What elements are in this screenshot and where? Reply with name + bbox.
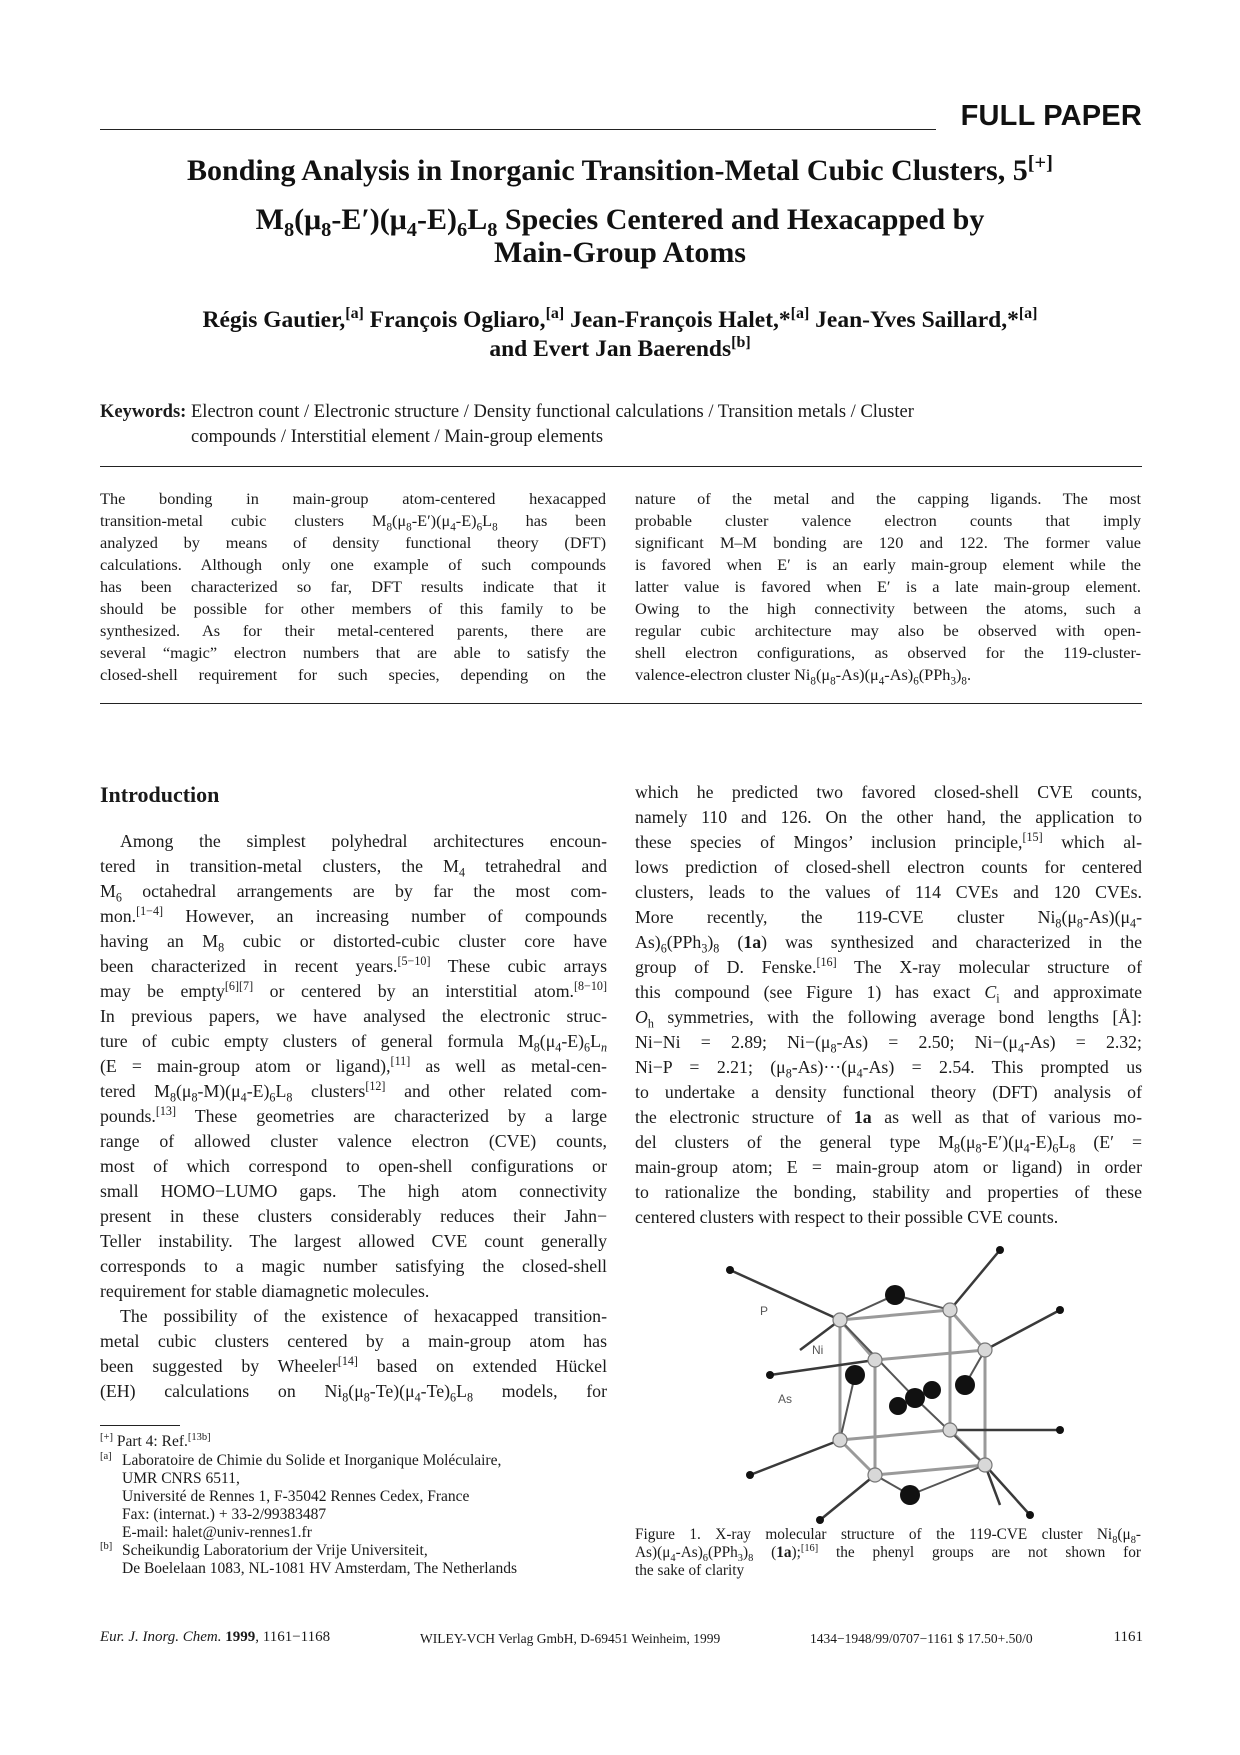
body-line: been suggested by Wheeler[14] based on extended Hückel: [100, 1354, 608, 1376]
body-line: namely 110 and 126. On the other hand, the application to: [635, 807, 1142, 827]
body-line: metal cubic clusters centered by a main-group atom has: [100, 1331, 607, 1351]
abstract-line: nature of the metal and the capping ligands. The most: [635, 489, 1141, 508]
abstract-line: closed-shell requirement for such species, depending on the: [100, 665, 606, 684]
footnote-email[interactable]: E-mail: halet@univ-rennes1.fr: [122, 1524, 312, 1541]
abstract-line: Owing to the high connectivity between the atoms, such a: [635, 599, 1141, 618]
abstract-line: analyzed by means of density functional theory (DFT): [100, 533, 606, 552]
body-line: this compound (see Figure 1) has exact $C_i$ and approximate: [635, 982, 1142, 1006]
abstract-top-rule: [100, 466, 1142, 467]
author-list: Régis Gautier,[a] François Ogliaro,[a] Jean-François Halet,*[a] Jean-Yves Saillard,*[a]: [202, 305, 1038, 333]
atom-label-as: As: [778, 1392, 793, 1406]
abstract-line: latter value is favored when E′ is a late main-group element.: [635, 577, 1141, 596]
body-line: the electronic structure of 1a as well as that of various mo-: [635, 1107, 1142, 1127]
body-line: main-group atom; E = main-group atom or ligand) in order: [635, 1157, 1142, 1177]
body-line: corresponds to a magic number satisfying the closed-shell: [100, 1256, 607, 1276]
body-line: More recently, the 119-CVE cluster $Ni_8(\mu_8-As)(\mu_4-$: [635, 907, 1142, 931]
footnote-line: Laboratoire de Chimie du Solide et Inorganique Moléculaire,: [122, 1452, 502, 1469]
body-line: (E = main-group atom or ligand),[11] as well as metal-cen-: [100, 1054, 607, 1076]
footnote-mark: [a]: [100, 1450, 112, 1462]
atom-label-ni: Ni: [812, 1343, 824, 1357]
body-line: pounds.[13] These geometries are characterized by a large: [100, 1104, 607, 1126]
abstract-line: synthesized. As for their metal-centered parents, there are: [100, 621, 606, 640]
abstract-line: calculations. Although only one example of such compounds: [100, 555, 606, 574]
body-line: $As)_6(PPh_3)_8$ (1a) was synthesized and characterized in the: [635, 932, 1142, 956]
molecular-structure-figure: [700, 1240, 1120, 1525]
article-title-line-3: Main-Group Atoms: [494, 236, 746, 269]
body-line: clusters, leads to the values of 114 CVEs and 120 CVEs.: [635, 882, 1142, 902]
body-line: $O_h$ symmetries, with the following average bond lengths [Å]:: [635, 1007, 1142, 1031]
footnote: [+] Part 4: Ref.[13b]: [100, 1431, 211, 1450]
footnote-line: Université de Rennes 1, F-35042 Rennes Cedex, France: [122, 1488, 470, 1505]
abstract-line: valence-electron cluster $Ni_8(\mu_8-As)(\mu_4-As)_6(PPh_3)_8$.: [635, 665, 972, 688]
abstract-line: regular cubic architecture may also be observed with open-: [635, 621, 1141, 640]
footnote-rule: [100, 1425, 180, 1426]
keywords-line: Electron count / Electronic structure / Density functional calculations / Transition metals / Cluster: [191, 402, 914, 422]
header-rule: [100, 129, 936, 130]
body-line: most of which correspond to open-shell configurations or: [100, 1156, 607, 1176]
footnote-line: Scheikundig Laboratorium der Vrije Universiteit,: [122, 1542, 428, 1559]
abstract-line: should be possible for other members of this family to be: [100, 599, 606, 618]
footer-citation: Eur. J. Inorg. Chem. 1999, 1161−1168: [100, 1629, 331, 1645]
footnote-mark: [b]: [100, 1540, 113, 1552]
body-line: been characterized in recent years.[5−10] These cubic arrays: [100, 954, 607, 976]
body-line: small HOMO−LUMO gaps. The high atom connectivity: [100, 1181, 607, 1201]
body-line: tered in transition-metal clusters, the $M_4$ tetrahedral and: [100, 856, 607, 880]
footer-publisher: WILEY-VCH Verlag GmbH, D-69451 Weinheim, 1999: [420, 1631, 721, 1646]
article-title-line-2: $M_8(\mu_8-E')(\mu_4-E)_6L_8$ Species Centered and Hexacapped by: [255, 203, 985, 241]
body-line: lows prediction of closed-shell electron counts for centered: [635, 857, 1142, 877]
article-title-line-1: Bonding Analysis in Inorganic Transition-Metal Cubic Clusters, 5[+]: [187, 152, 1053, 187]
abstract-line: transition-metal cubic clusters $M_8(\mu_8-E')(\mu_4-E)_6L_8$ has been: [100, 511, 606, 534]
caption-line: the sake of clarity: [635, 1562, 745, 1579]
author-list-last: and Evert Jan Baerends[b]: [489, 334, 751, 362]
body-line: to undertake a density functional theory (DFT) analysis of: [635, 1082, 1142, 1102]
body-line: ture of cubic empty clusters of general formula $M_8(\mu_4-E)_6L_n$: [100, 1031, 607, 1055]
body-line: Teller instability. The largest allowed CVE count generally: [100, 1231, 607, 1251]
keywords-label: Keywords:: [100, 402, 187, 422]
abstract-line: shell electron configurations, as observed for the 119-cluster-: [635, 643, 1141, 662]
body-line: Ni−Ni = 2.89; $Ni-(\mu_8-As) = 2.50$; $Ni-(\mu_4-As) = 2.32$;: [635, 1032, 1142, 1056]
body-line: to rationalize the bonding, stability and properties of these: [635, 1182, 1142, 1202]
abstract-line: several “magic” electron numbers that are able to satisfy the: [100, 643, 606, 662]
body-line: tered $M_8(\mu_8-M)(\mu_4-E)_6L_8$ clusters[12] and other related com-: [100, 1079, 608, 1105]
keywords-line: compounds / Interstitial element / Main-group elements: [191, 427, 604, 447]
footnote-line: UMR CNRS 6511,: [122, 1470, 240, 1487]
abstract-line: is favored when E′ is an early main-group element while the: [635, 555, 1141, 574]
footnote-line: De Boelelaan 1083, NL-1081 HV Amsterdam, The Netherlands: [122, 1560, 518, 1577]
abstract-line: has been characterized so far, DFT results indicate that it: [100, 577, 606, 596]
caption-line: Figure 1. X-ray molecular structure of the 119-CVE cluster $Ni_8(\mu_8-$: [635, 1526, 1141, 1547]
body-line: present in these clusters considerably reduces their Jahn−: [100, 1206, 607, 1226]
section-heading: Introduction: [100, 782, 220, 807]
body-line: may be empty[6][7] or centered by an interstitial atom.[8−10]: [100, 979, 608, 1001]
body-line: having an $M_8$ cubic or distorted-cubic cluster core have: [100, 931, 607, 955]
footnote-line: Fax: (internat.) + 33-2/99383487: [122, 1506, 327, 1523]
body-line: group of D. Fenske.[16] The X-ray molecular structure of: [635, 955, 1142, 977]
body-line: Ni−P = 2.21; $(\mu_8-As)\cdot\cdot\cdot(\mu_4-As) = 2.54$. This prompted us: [635, 1057, 1143, 1081]
body-line: The possibility of the existence of hexacapped transition-: [120, 1306, 607, 1326]
abstract-line: The bonding in main-group atom-centered hexacapped: [100, 489, 606, 508]
abstract-line: significant M–M bonding are 120 and 122. The former value: [635, 533, 1141, 552]
body-line: these species of Mingos’ inclusion principle,[15] which al-: [635, 830, 1143, 852]
page-number: 1161: [1113, 1629, 1143, 1645]
caption-line: $As)(\mu_4-As)_6(PPh_3)_8$ (1a);[16] the phenyl groups are not shown for: [635, 1542, 1141, 1565]
body-line: $M_6$ octahedral arrangements are by far the most com-: [100, 881, 607, 905]
body-line: range of allowed cluster valence electron (CVE) counts,: [100, 1131, 607, 1151]
body-line: which he predicted two favored closed-shell CVE counts,: [635, 782, 1142, 802]
body-line: del clusters of the general type $M_8(\mu_8-E')(\mu_4-E)_6L_8$ (E′ =: [635, 1132, 1142, 1156]
body-line: (EH) calculations on $Ni_8(\mu_8-Te)(\mu_4-Te)_6L_8$ models, for: [100, 1381, 607, 1405]
body-line: mon.[1−4] However, an increasing number of compounds: [100, 904, 607, 926]
body-line: Among the simplest polyhedral architectures encoun-: [120, 831, 607, 851]
footer-code: 1434−1948/99/0707−1161 $ 17.50+.50/0: [810, 1631, 1033, 1646]
body-line: In previous papers, we have analysed the electronic struc-: [100, 1006, 607, 1026]
body-line: requirement for stable diamagnetic molecules.: [100, 1281, 430, 1301]
body-line: centered clusters with respect to their possible CVE counts.: [635, 1207, 1059, 1227]
abstract-line: probable cluster valence electron counts that imply: [635, 511, 1141, 530]
abstract-bottom-rule: [100, 703, 1142, 704]
section-label: FULL PAPER: [960, 100, 1142, 132]
atom-label-p: P: [760, 1304, 769, 1318]
